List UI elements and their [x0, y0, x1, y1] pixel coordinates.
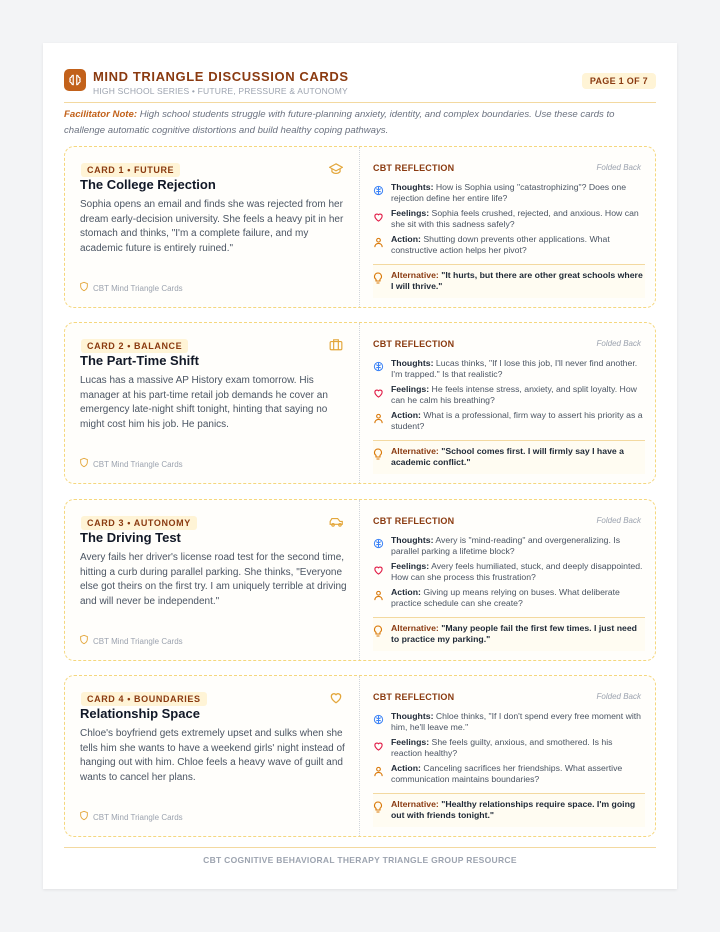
graduation-cap-icon — [329, 162, 345, 178]
thoughts-text: How is Sophia using "catastrophizing"? Does one rejection define her entire life? — [391, 182, 627, 203]
folded-back-label: Folded Back — [596, 692, 641, 701]
thoughts-label: Thoughts: — [391, 182, 434, 192]
page-number-badge: PAGE 1 OF 7 — [582, 73, 656, 89]
alternative-label: Alternative: — [391, 446, 439, 456]
shield-icon — [79, 808, 89, 826]
person-icon — [373, 587, 391, 609]
page-title: MIND TRIANGLE DISCUSSION CARDS — [93, 69, 349, 84]
card-label: CARD 3 • AUTONOMY — [81, 516, 197, 530]
fold-line — [359, 147, 360, 307]
brain-icon — [373, 358, 391, 380]
action-text: What is a professional, firm way to assert his priority as a student? — [391, 410, 643, 431]
fold-line — [359, 500, 360, 660]
discussion-card-2 — [64, 322, 656, 484]
feelings-text: Avery feels humiliated, stuck, and deeply disappointed. How can she process this frustration? — [391, 561, 643, 582]
alternative-thought — [373, 617, 645, 651]
reflection-title: CBT REFLECTION — [373, 516, 455, 526]
reflection-title: CBT REFLECTION — [373, 692, 455, 702]
card-scenario: Sophia opens an email and finds she was rejected from her dream early-decision university. She feels a heavy pit in her stomach and thinks, "I'm a complete failure, and my academic future is entirely ruined." — [80, 199, 344, 254]
card-label: CARD 4 • BOUNDARIES — [81, 692, 207, 706]
alternative-text: "Many people fail the first few times. I just need to practice my parking." — [391, 623, 637, 644]
feelings-label: Feelings: — [391, 737, 430, 747]
reflection-action — [373, 587, 643, 609]
reflection-feelings — [373, 208, 643, 230]
reflection-title: CBT REFLECTION — [373, 163, 455, 173]
alternative-text: "Healthy relationships require space. I'm going out with friends tonight." — [391, 799, 636, 820]
header-divider — [64, 102, 656, 103]
card-label: CARD 2 • BALANCE — [81, 339, 188, 353]
card-footer-text: CBT Mind Triangle Cards — [93, 636, 183, 646]
action-label: Action: — [391, 234, 421, 244]
feelings-label: Feelings: — [391, 208, 430, 218]
shield-icon — [79, 279, 89, 297]
folded-back-label: Folded Back — [596, 516, 641, 525]
action-label: Action: — [391, 587, 421, 597]
facilitator-note-label: Facilitator Note: — [64, 109, 138, 120]
folded-back-label: Folded Back — [596, 339, 641, 348]
card-title: Relationship Space — [80, 706, 200, 721]
facilitator-note — [64, 107, 656, 138]
card-footer — [79, 279, 183, 297]
car-icon — [329, 515, 345, 531]
lightbulb-icon — [373, 799, 391, 827]
thoughts-label: Thoughts: — [391, 535, 434, 545]
reflection-feelings — [373, 561, 643, 583]
card-footer-text: CBT Mind Triangle Cards — [93, 283, 183, 293]
page-subtitle: HIGH SCHOOL SERIES • FUTURE, PRESSURE & AUTONOMY — [93, 86, 348, 96]
heart-icon — [373, 384, 391, 406]
feelings-text: She feels guilty, anxious, and smothered. Is his reaction healthy? — [391, 737, 613, 758]
reflection-title: CBT REFLECTION — [373, 339, 455, 349]
folded-back-label: Folded Back — [596, 163, 641, 172]
card-scenario: Chloe's boyfriend gets extremely upset and sulks when she tells him she wants to have a weekend girls' night instead of hanging out with him. Chloe feels a heavy wave of guilt and wants to cancel her plans. — [80, 728, 345, 783]
reflection-feelings — [373, 737, 643, 759]
discussion-card-4 — [64, 675, 656, 837]
reflection-thoughts — [373, 535, 643, 557]
heart-icon — [329, 691, 345, 707]
feelings-label: Feelings: — [391, 561, 430, 571]
discussion-card-3 — [64, 499, 656, 661]
thoughts-text: Chloe thinks, "If I don't spend every free moment with him, he'll leave me." — [391, 711, 642, 732]
lightbulb-icon — [373, 623, 391, 651]
lightbulb-icon — [373, 446, 391, 474]
footer-divider — [64, 847, 656, 848]
action-text: Shutting down prevents other applications. What constructive action helps her pivot? — [391, 234, 610, 255]
card-footer — [79, 808, 183, 826]
card-label: CARD 1 • FUTURE — [81, 163, 180, 177]
page-footer: CBT COGNITIVE BEHAVIORAL THERAPY TRIANGLE GROUP RESOURCE — [203, 855, 517, 865]
fold-line — [359, 323, 360, 483]
card-footer-text: CBT Mind Triangle Cards — [93, 459, 183, 469]
lightbulb-icon — [373, 270, 391, 298]
reflection-feelings — [373, 384, 643, 406]
alternative-thought — [373, 264, 645, 298]
action-text: Canceling sacrifices her friendships. What assertive communication maintains boundaries? — [391, 763, 623, 784]
feelings-text: He feels intense stress, anxiety, and split loyalty. How can he calm his breathing? — [391, 384, 637, 405]
briefcase-icon — [329, 338, 345, 354]
action-label: Action: — [391, 763, 421, 773]
person-icon — [373, 410, 391, 432]
reflection-thoughts — [373, 711, 643, 733]
card-scenario: Avery fails her driver's license road test for the second time, hitting a curb during parallel parking. She thinks, "Everyone else got theirs on the first try. I am uniquely terrible at driving and will never be independent." — [80, 552, 347, 607]
reflection-action — [373, 234, 643, 256]
card-title: The Driving Test — [80, 530, 181, 545]
header — [64, 69, 656, 103]
feelings-label: Feelings: — [391, 384, 430, 394]
fold-line — [359, 676, 360, 836]
reflection-thoughts — [373, 358, 643, 380]
action-label: Action: — [391, 410, 421, 420]
reflection-thoughts — [373, 182, 643, 204]
heart-icon — [373, 737, 391, 759]
card-scenario: Lucas has a massive AP History exam tomorrow. His manager at his part-time retail job demands he cover an emergency late-night shift tonight, hinting that saying no might cost him his job. He panics. — [80, 375, 328, 430]
card-footer — [79, 632, 183, 650]
card-title: The Part-Time Shift — [80, 353, 199, 368]
person-icon — [373, 763, 391, 785]
brain-icon — [373, 711, 391, 733]
reflection-action — [373, 763, 643, 785]
worksheet-page — [43, 43, 677, 889]
brain-icon — [64, 69, 86, 91]
brain-icon — [373, 535, 391, 557]
facilitator-note-text: High school students struggle with future-planning anxiety, identity, and complex boundaries. Use these cards to challenge automatic cognitive distortions and build healthy coping pathways. — [64, 109, 615, 136]
thoughts-text: Avery is "mind-reading" and overgeneralizing. Is parallel parking a lifetime block? — [391, 535, 621, 556]
action-text: Giving up means relying on buses. What deliberate practice schedule can she create? — [391, 587, 620, 608]
alternative-thought — [373, 793, 645, 827]
discussion-card-1 — [64, 146, 656, 308]
reflection-action — [373, 410, 643, 432]
alternative-label: Alternative: — [391, 799, 439, 809]
alternative-label: Alternative: — [391, 623, 439, 633]
shield-icon — [79, 632, 89, 650]
shield-icon — [79, 455, 89, 473]
card-footer — [79, 455, 183, 473]
card-title: The College Rejection — [80, 177, 216, 192]
heart-icon — [373, 561, 391, 583]
heart-icon — [373, 208, 391, 230]
alternative-text: "School comes first. I will firmly say I have a academic conflict." — [391, 446, 624, 467]
alternative-thought — [373, 440, 645, 474]
alternative-label: Alternative: — [391, 270, 439, 280]
thoughts-label: Thoughts: — [391, 358, 434, 368]
card-footer-text: CBT Mind Triangle Cards — [93, 812, 183, 822]
alternative-text: "It hurts, but there are other great schools where I will thrive." — [391, 270, 643, 291]
thoughts-text: Lucas thinks, "If I lose this job, I'll never find another. I'm trapped." Is that realistic? — [391, 358, 638, 379]
person-icon — [373, 234, 391, 256]
thoughts-label: Thoughts: — [391, 711, 434, 721]
feelings-text: Sophia feels crushed, rejected, and anxious. How can she sit with this sadness safely? — [391, 208, 639, 229]
brain-icon — [373, 182, 391, 204]
